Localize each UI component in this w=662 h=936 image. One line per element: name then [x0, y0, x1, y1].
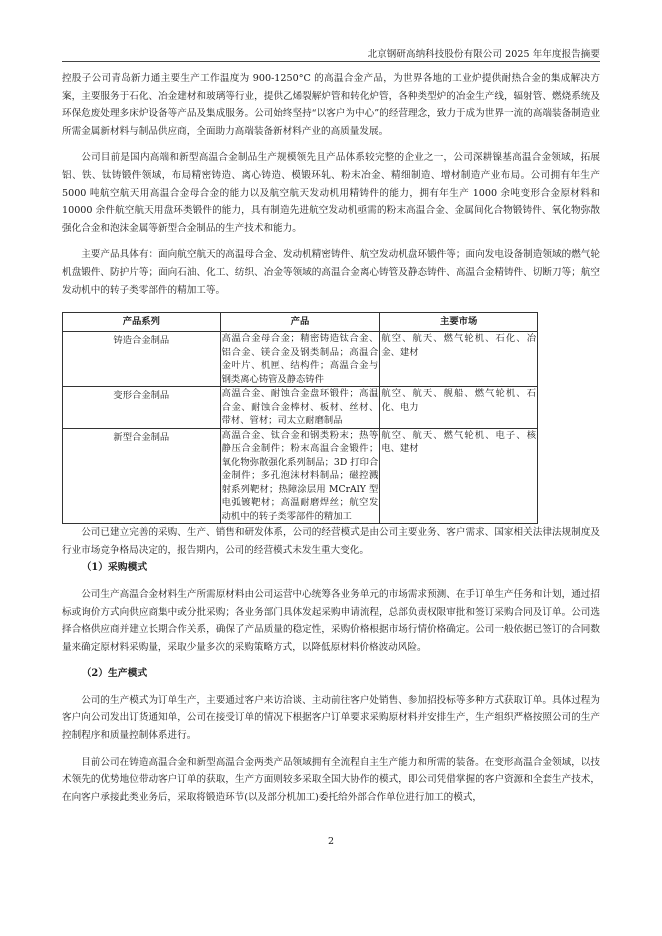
heading-production: （2）生产模式 [81, 668, 148, 680]
table-row [63, 332, 538, 387]
cell-market: 航空、航天、燃气轮机、石化、冶金、建材 [380, 332, 538, 387]
cell-series: 铸造合金制品 [63, 332, 221, 387]
cell-product: 高温合金、钛合金和钢类粉末；热等静压合金制件；粉末高温合金锻件；氧化物弥散强化系列制品；3D 打印合金制件；多孔泡沫材料制品；磁控溅射系列靶材；热障涂层用 MCrAlY 型电弧镀靶材；高温耐磨焊丝；航空发动机中的转子类零部件的精加工 [221, 429, 379, 522]
paragraph-production-detail: 目前公司在铸造高温合金和新型高温合金两类产品领域拥有全流程自主生产能力和所需的装备。在变形高温合金领域，以技术领先的优势地位带动客户订单的获取，生产方面则较多采取全国大协作的模式，即公司凭借掌握的客户资源和全套生产技术，在向客户承接此类业务后，采取将锻造环节(以及部分机加工)委托给外部合作单位进行加工的模式， [62, 756, 600, 803]
header-series: 产品系列 [63, 313, 221, 332]
cell-product: 高温合金母合金；精密铸造钛合金、铝合金、镁合金及钢类制品；高温合金叶片、机匣、结构件；高温合金与钢类离心铸管及静态铸件 [221, 333, 379, 385]
page-body [62, 70, 600, 806]
paragraph-procurement: 公司生产高温合金材料生产所需原材料由公司运营中心统筹各业务单元的市场需求预测、在手订单生产任务和计划，通过招标或询价方式向供应商集中或分批采购；各业务部门具体发起采购申请流程，总部负责权限审批和签订采购合同及订单。公司选择合格供应商并建立长期合作关系，确保了产品质量的稳定性，采购价格根据市场行情价格确定。公司一般依据已签订的合同数量来确定原材料采购量，采取少量多次的采购策略方式，以降低原材料价格波动风险。 [62, 588, 600, 653]
report-header: 北京钢研高纳科技股份有限公司 2025 年年度报告摘要 [367, 49, 600, 60]
product-table [62, 312, 538, 524]
header-product: 产品 [220, 313, 380, 332]
page-number: 2 [327, 836, 335, 847]
header-divider [62, 61, 600, 62]
cell-market: 航空、航天、燃气轮机、电子、核电、建材 [380, 428, 538, 524]
cell-series: 变形合金制品 [63, 387, 221, 429]
paragraph-main-products: 主要产品具体有：面向航空航天的高温母合金、发动机精密铸件、航空发动机盘环锻件等；面向发电设备制造领域的燃气轮机盘锻件、防护片等；面向石油、化工、纺织、冶金等领域的高温合金离心铸管及静态铸件、高温合金精铸件、切断刀等；航空发动机中的转子类零部件的精加工等。 [62, 249, 600, 296]
table-row [63, 428, 538, 524]
paragraph-production: 公司的生产模式为订单生产，主要通过客户来访洽谈、主动前往客户处销售、参加招投标等多种方式获取订单。具体过程为客户向公司发出订货通知单，公司在接受订单的情况下根据客户订单要求采购原材料并安排生产，生产组织严格按照公司的生产控制程序和质量控制体系进行。 [62, 694, 600, 742]
cell-market: 航空、航天、舰船、燃气轮机、石化、电力 [380, 387, 538, 429]
paragraph-subsidiary: 控股子公司青岛新力通主要生产工作温度为 900-1250°C 的高温合金产品，为世界各地的工业炉提供耐热合金的集成解决方案，主要服务于石化、冶金建材和玻璃等行业，提供乙烯裂解炉管和转化炉管，各种类型炉的冶金生产线，辐射管、燃烧系统及环保危废处理多床炉设备等产品及集成服务。公司始终坚持“以客户为中心”的经营理念，致力于成为世界一流的高端装备制造业所需金属新材料与制品供应商，全面助力高端装备新材料产业的高质量发展。 [62, 73, 600, 137]
header-market: 主要市场 [380, 313, 538, 332]
table-header-row [63, 313, 538, 332]
table-row [63, 387, 538, 429]
heading-procurement: （1）采购模式 [81, 562, 148, 574]
paragraph-business-model: 公司已建立完善的采购、生产、销售和研发体系，公司的经营模式是由公司主要业务、客户需求、国家相关法律法规制度及行业市场竞争格局决定的，报告期内，公司的经营模式未发生重大变化。 [62, 527, 600, 556]
cell-series: 新型合金制品 [63, 428, 221, 524]
paragraph-company-overview: 公司目前是国内高端和新型高温合金制品生产规模领先且产品体系较完整的企业之一，公司深耕镍基高温合金领域，拓展铝、铁、钛铸锻件领域，布局精密铸造、离心铸造、模锻环轧、粉末冶金、精细制造、增材制造产业布局。公司拥有年生产 5000 吨航空航天用高温合金母合金的能力以及航空航天发动机用精铸件的能力，拥有年生产 1000 余吨变形合金原材料和 10000 余件航空航天用盘环类锻件的能力，具有制造先进航空发动机亟需的粉末高温合金、金属间化合物锻铸件、氧化物弥散强化合金和泡沫金属等新型合金制品的生产技术和能力。 [62, 152, 600, 234]
cell-product: 高温合金、耐蚀合金盘环锻件；高温合金、耐蚀合金棒材、板材、丝材、带材、管材；司太立耐磨制品 [221, 388, 379, 427]
